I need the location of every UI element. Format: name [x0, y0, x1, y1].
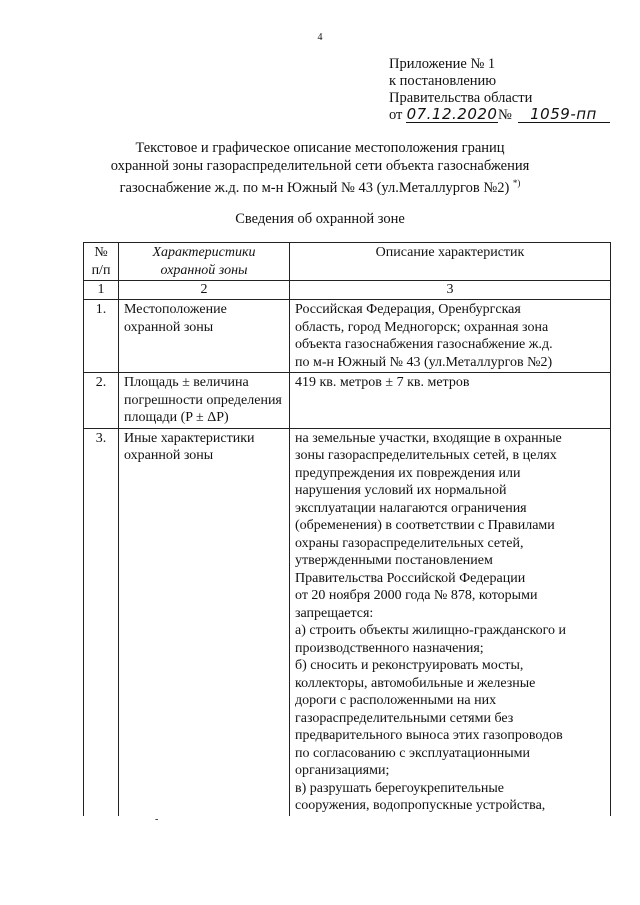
description-line: предупреждения их повреждения или [295, 465, 521, 481]
row-number: 2. [84, 373, 119, 429]
description-line: область, город Медногорск; охранная зона [295, 319, 549, 335]
row-number: 3. [84, 428, 119, 816]
description-line: нарушения условий их нормальной [295, 483, 507, 498]
description-line: на земельные участки, входящие в охранные [295, 430, 562, 446]
footnote-mark: *) [512, 178, 521, 188]
row-number: 1. [84, 300, 119, 373]
column-number-3: 3 [290, 281, 611, 300]
appendix-block [389, 56, 610, 124]
description-line: зоны газораспределительных сетей, в целях [295, 448, 557, 463]
column-number-1: 1 [84, 281, 119, 300]
row-description [290, 300, 611, 373]
number-sign: № [498, 107, 512, 123]
description-line: газораспределительными сетями без [295, 710, 514, 726]
description-line: охраны газораспределительных сетей, [295, 535, 524, 551]
header-num: № п/п [84, 243, 119, 281]
handwritten-number: 1059-пп [518, 107, 610, 123]
description-line: по м-н Южный № 43 (ул.Металлургов №2) [295, 354, 553, 370]
protection-zone-table [83, 242, 611, 816]
description-line: организациями; [295, 763, 390, 778]
title-line-1: Текстовое и графическое описание местоположения границ [135, 140, 505, 156]
table-row [84, 373, 611, 429]
title-line-3 [70, 175, 570, 197]
description-line: от 20 ноября 2000 года № 878, которыми [295, 588, 538, 603]
description-line: сооружения, водопропускные устройства, [295, 798, 546, 813]
description-line: Правительства Российской Федерации [295, 570, 526, 586]
table-header-row [84, 243, 611, 281]
description-line: утвержденными постановлением [295, 553, 493, 568]
description-line: а) строить объекты жилищно-гражданского и [295, 623, 566, 638]
description-line: запрещается: [295, 605, 374, 621]
appendix-line-3: Правительства области [389, 90, 533, 106]
section-subtitle: Сведения об охранной зоне [235, 211, 405, 227]
description-line: коллекторы, автомобильные и железные [295, 675, 536, 691]
appendix-line-2: к постановлению [389, 73, 497, 89]
row-description [290, 373, 611, 429]
column-number-row [84, 281, 611, 300]
appendix-line-1: Приложение № 1 [389, 56, 496, 72]
row-characteristic: Местоположение охранной зоны [119, 300, 290, 373]
description-line: по согласованию с эксплуатационными [295, 745, 530, 761]
document-title [70, 140, 570, 197]
description-line: 419 кв. метров ± 7 кв. метров [295, 375, 470, 390]
stray-mark: - [155, 814, 159, 825]
column-number-2: 2 [119, 281, 290, 300]
header-characteristic: Характеристики охранной зоны [119, 243, 290, 281]
description-line: объекта газоснабжения газоснабжение ж.д. [295, 337, 553, 352]
description-line: производственного назначения; [295, 640, 484, 656]
row-characteristic: Иные характеристики охранной зоны [119, 428, 290, 816]
description-line: (обременения) в соответствии с Правилами [295, 518, 555, 533]
description-line: эксплуатации налагаются ограничения [295, 500, 527, 516]
table-row [84, 300, 611, 373]
description-line: Российская Федерация, Оренбургская [295, 302, 521, 317]
title-line-3-text: газоснабжение ж.д. по м-н Южный № 43 (ул.Металлургов №2) [119, 179, 510, 196]
header-description: Описание характеристик [290, 243, 611, 281]
description-line: предварительного выноса этих газопроводов [295, 728, 563, 743]
row-characteristic: Площадь ± величина погрешности определения площади (P ± ΔP) [119, 373, 290, 429]
title-line-2: охранной зоны газораспределительной сети объекта газоснабжения [110, 157, 530, 174]
description-line: в) разрушать берегоукрепительные [295, 780, 505, 796]
from-prefix: от [389, 107, 403, 123]
table-row [84, 428, 611, 816]
description-line: дороги с расположенными на них [295, 693, 497, 708]
appendix-date-line [389, 107, 610, 124]
description-line: б) сносить и реконструировать мосты, [295, 658, 524, 673]
row-description [290, 428, 611, 816]
handwritten-date: 07.12.2020 [406, 105, 498, 123]
page-number: 4 [317, 32, 323, 43]
